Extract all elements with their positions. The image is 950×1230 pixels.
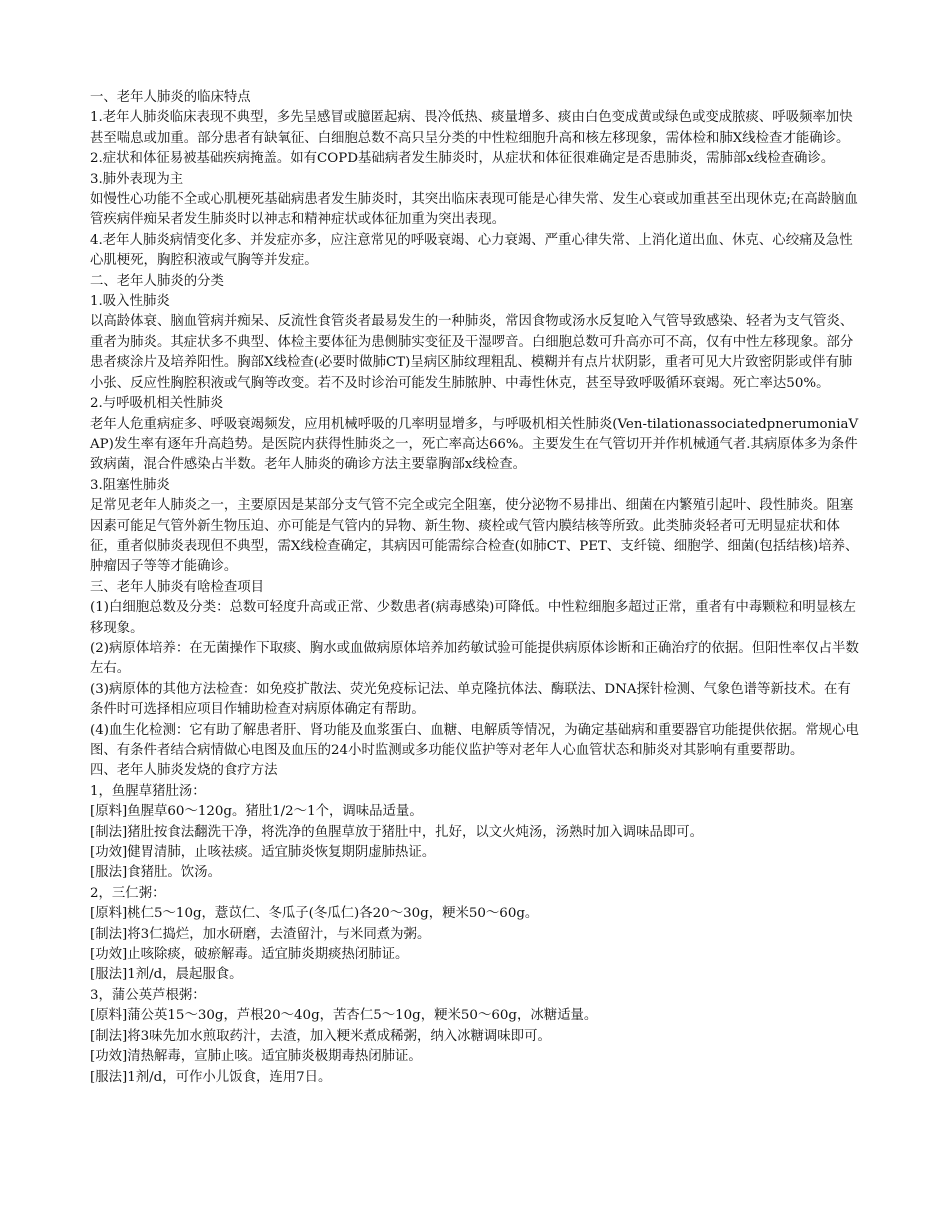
- recipe-1-ingredients: [原料]鱼腥草60～120g。猪肚1/2～1个，调味品适量。: [90, 804, 423, 820]
- section-heading-diet-therapy: 四、老年人肺炎发烧的食疗方法: [90, 763, 278, 779]
- recipe-3-title: 3，蒲公英芦根粥：: [90, 987, 206, 1003]
- recipe-2-title: 2，三仁粥：: [90, 885, 166, 901]
- subheading-extrapulmonary: 3.肺外表现为主: [90, 171, 184, 187]
- paragraph-exam-4: (4)血生化检测：它有助了解患者肝、肾功能及血浆蛋白、血糖、电解质等情况，为确定基础病和重要器官功能提供依据。常规心电图、有条件者结合病情做心电图及血压的24小时监测或多功能仪监护等对老年人心血管状态和肺炎对其影响有重要帮助。: [90, 722, 859, 758]
- paragraph-ventilator-pneumonia: 老年人危重病症多、呼吸衰竭频发，应用机械呼吸的几率明显增多，与呼吸机相关性肺炎(Ven-tilationassociatedpnerumoniaVAP)发生率有逐年升高趋势。是医院内获得性肺炎之一，死亡率高达66%。主要发生在气管切开并作机械通气者.其病原体多为条件致病菌，混合件感染占半数。老年人肺炎的确诊方法主要靠胸部x线检查。: [90, 416, 859, 473]
- subheading-ventilator-pneumonia: 2.与呼吸机相关性肺炎: [90, 396, 224, 412]
- paragraph-obstructive-pneumonia: 足常见老年人肺炎之一，主要原因是某部分支气管不完全或完全阻塞，使分泌物不易排出、细菌在内繁殖引起叶、段性肺炎。阻塞因素可能足气管外新生物压迫、亦可能是气管内的异物、新生物、痰栓或气管内膜结核等所致。此类肺炎轻者可无明显症状和体征，重者似肺炎表现但不典型，需X线检查确定，其病因可能需综合检查(如肺CT、PET、支纤镜、细胞学、细菌(包括结核)培养、肿瘤因子等等才能确诊。: [90, 498, 859, 575]
- recipe-2-effect: [功效]止咳除痰，破瘀解毒。适宜肺炎期痰热闭肺证。: [90, 947, 409, 963]
- subheading-aspiration-pneumonia: 1.吸入性肺炎: [90, 294, 170, 310]
- paragraph-extrapulmonary: 如慢性心功能不全或心肌梗死基础病患者发生肺炎时，其突出临床表现可能是心律失常、发生心衰或加重甚至出现休克;在高龄脑血管疾病伴痴呆者发生肺炎时以神志和精神症状或体征加重为突出表现。: [90, 192, 858, 228]
- paragraph-exam-3: (3)病原体的其他方法检查：如免疫扩散法、荧光免疫标记法、单克隆抗体法、酶联法、DNA探针检测、气象色谱等新技术。在有条件时可选择相应项目作辅助检查对病原体确定有帮助。: [90, 681, 851, 718]
- subheading-obstructive-pneumonia: 3.阻塞性肺炎: [90, 477, 170, 493]
- recipe-3-usage: [服法]1剂/d，可作小儿饭食，连用7日。: [90, 1069, 332, 1085]
- recipe-3-effect: [功效]清热解毒，宣肺止咳。适宜肺炎极期毒热闭肺证。: [90, 1049, 422, 1065]
- recipe-2-method: [制法]将3仁捣烂，加水研磨，去渣留汁，与米同煮为粥。: [90, 926, 431, 942]
- recipe-3-ingredients: [原料]蒲公英15～30g，芦根20～40g，苦杏仁5～10g，粳米50～60g，冰糖适量。: [90, 1008, 598, 1024]
- recipe-3-method: [制法]将3味先加水煎取药汁，去渣，加入粳米煮成稀粥，纳入冰糖调味即可。: [90, 1028, 551, 1044]
- recipe-2-ingredients: [原料]桃仁5～10g，薏苡仁、冬瓜子(冬瓜仁)各20～30g，粳米50～60g。: [90, 906, 539, 922]
- recipe-1-effect: [功效]健胃清肺，止咳祛痰。适宜肺炎恢复期阴虚肺热证。: [90, 845, 436, 861]
- recipe-1-title: 1，鱼腥草猪肚汤：: [90, 783, 206, 799]
- recipe-1-usage: [服法]食猪肚。饮汤。: [90, 865, 221, 881]
- document-body: [90, 88, 860, 1088]
- recipe-2-usage: [服法]1剂/d，晨起服食。: [90, 967, 243, 983]
- paragraph-clinical-4: 4.老年人肺炎病情变化多、并发症亦多，应注意常见的呼吸衰竭、心力衰竭、严重心律失常、上消化道出血、休克、心绞痛及急性心肌梗死，胸腔积液或气胸等并发症。: [90, 232, 853, 269]
- paragraph-exam-1: (1)白细胞总数及分类：总数可轻度升高或正常、少数患者(病毒感染)可降低。中性粒细胞多超过正常，重者有中毒颗粒和明显核左移现象。: [90, 600, 856, 636]
- paragraph-clinical-2: 2.症状和体征易被基础疾病掩盖。如有COPD基础病者发生肺炎时，从症状和体征很难确定是否患肺炎，需肺部x线检查确诊。: [90, 151, 835, 167]
- section-heading-clinical-features: 一、老年人肺炎的临床特点: [90, 90, 251, 105]
- section-heading-examinations: 三、老年人肺炎有啥检查项目: [90, 579, 265, 595]
- paragraph-aspiration-pneumonia: 以高龄体衰、脑血管病并痴呆、反流性食管炎者最易发生的一种肺炎，常因食物或汤水反复呛入气管导致感染、轻者为支气管炎、重者为肺炎。其症状多不典型、体检主要体征为患侧肺实变征及干湿啰音。白细胞总数可升高亦可不高，仅有中性左移现象。部分患者痰涂片及培养阳性。胸部X线检查(必要时做肺CT)呈病区肺纹理粗乱、模糊并有点片状阴影，重者可见大片致密阴影或伴有肺小张、反应性胸腔积液或气胸等改变。若不及时诊治可能发生肺脓肿、中毒性休克，甚至导致呼吸循环衰竭。死亡率达50%。: [90, 314, 854, 391]
- paragraph-exam-2: (2)病原体培养：在无菌操作下取痰、胸水或血做病原体培养加药敏试验可能提供病原体诊断和正确治疗的依据。但阳性率仅占半数左右。: [90, 640, 859, 677]
- recipe-1-method: [制法]猪肚按食法翻洗干净，将洗净的鱼腥草放于猪肚中，扎好，以文火炖汤，汤熟时加入调味品即可。: [90, 824, 704, 840]
- section-heading-classification: 二、老年人肺炎的分类: [90, 273, 224, 289]
- paragraph-clinical-1: 1.老年人肺炎临床表现不典型，多先呈感冒或臆匿起病、畏冷低热、痰量增多、痰由白色变成黄或绿色或变成脓痰、呼吸频率加快甚至喘息或加重。部分患者有缺氧征、白细胞总数不高只呈分类的中性粒细胞升高和核左移现象，需体检和肺X线检查才能确诊。: [90, 110, 853, 146]
